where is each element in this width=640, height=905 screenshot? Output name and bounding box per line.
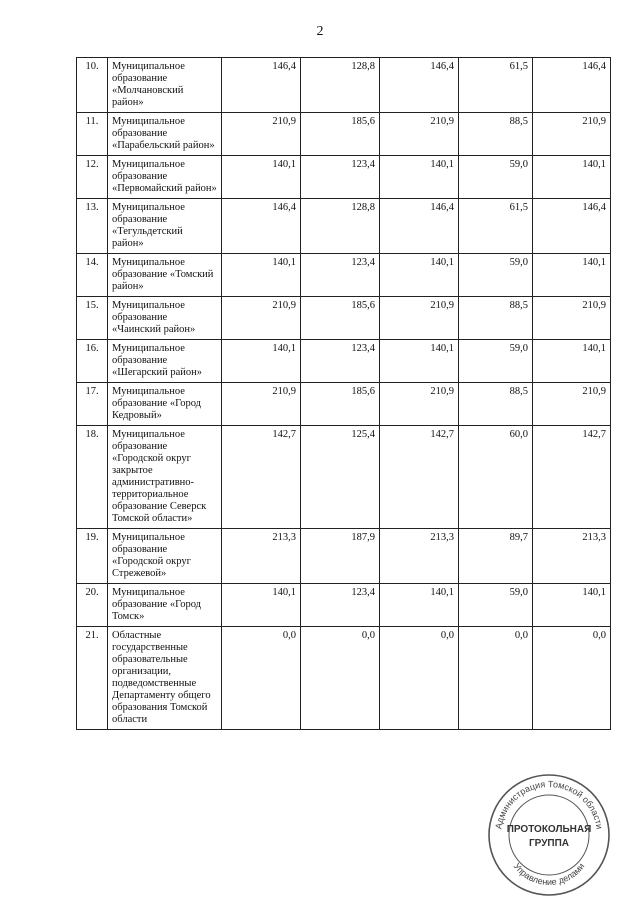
- value-cell: 0,0: [301, 627, 380, 730]
- row-number: 14.: [77, 254, 108, 297]
- value-cell: 89,7: [459, 529, 533, 584]
- municipality-name: Муниципальное образование «Городской округ Стрежевой»: [108, 529, 222, 584]
- table-row: [77, 156, 611, 199]
- value-cell: 210,9: [380, 383, 459, 426]
- municipality-name: Муниципальное образование «Город Кедровый»: [108, 383, 222, 426]
- municipality-name: Муниципальное образование «Город Томск»: [108, 584, 222, 627]
- municipality-name: Муниципальное образование «Молчановский район»: [108, 58, 222, 113]
- row-number: 15.: [77, 297, 108, 340]
- value-cell: 142,7: [380, 426, 459, 529]
- row-number: 17.: [77, 383, 108, 426]
- value-cell: 0,0: [459, 627, 533, 730]
- municipality-name: Муниципальное образование «Парабельский район»: [108, 113, 222, 156]
- table-row: [77, 627, 611, 730]
- value-cell: 140,1: [222, 156, 301, 199]
- value-cell: 140,1: [533, 156, 611, 199]
- row-number: 13.: [77, 199, 108, 254]
- value-cell: 88,5: [459, 297, 533, 340]
- table-row: [77, 340, 611, 383]
- value-cell: 146,4: [533, 199, 611, 254]
- page-number: 2: [316, 24, 324, 39]
- value-cell: 123,4: [301, 156, 380, 199]
- value-cell: 210,9: [533, 383, 611, 426]
- value-cell: 0,0: [380, 627, 459, 730]
- allocation-table: [76, 57, 611, 730]
- table-row: [77, 58, 611, 113]
- value-cell: 59,0: [459, 156, 533, 199]
- value-cell: 140,1: [533, 584, 611, 627]
- value-cell: 187,9: [301, 529, 380, 584]
- municipality-name: Областные государственные образовательные организации, подведомственные Департаменту общего образования Томской области: [108, 627, 222, 730]
- value-cell: 59,0: [459, 584, 533, 627]
- row-number: 21.: [77, 627, 108, 730]
- value-cell: 128,8: [301, 58, 380, 113]
- stamp-center-line2: ГРУППА: [528, 838, 570, 849]
- value-cell: 185,6: [301, 297, 380, 340]
- value-cell: 213,3: [380, 529, 459, 584]
- value-cell: 140,1: [222, 340, 301, 383]
- value-cell: 60,0: [459, 426, 533, 529]
- value-cell: 128,8: [301, 199, 380, 254]
- row-number: 20.: [77, 584, 108, 627]
- value-cell: 0,0: [533, 627, 611, 730]
- row-number: 16.: [77, 340, 108, 383]
- value-cell: 61,5: [459, 199, 533, 254]
- value-cell: 213,3: [533, 529, 611, 584]
- stamp-text-bottom: Управление делами: [511, 861, 587, 888]
- value-cell: 123,4: [301, 340, 380, 383]
- value-cell: 210,9: [533, 297, 611, 340]
- value-cell: 146,4: [380, 199, 459, 254]
- stamp-center-line1: ПРОТОКОЛЬНАЯ: [506, 824, 592, 835]
- table-row: [77, 426, 611, 529]
- value-cell: 142,7: [222, 426, 301, 529]
- value-cell: 185,6: [301, 383, 380, 426]
- municipality-name: Муниципальное образование «Тегульдетский район»: [108, 199, 222, 254]
- table-row: [77, 297, 611, 340]
- value-cell: 140,1: [380, 254, 459, 297]
- municipality-name: Муниципальное образование «Городской округ закрытое административно-территориальное образование Северск Томской области»: [108, 426, 222, 529]
- value-cell: 146,4: [380, 58, 459, 113]
- value-cell: 140,1: [533, 254, 611, 297]
- row-number: 19.: [77, 529, 108, 584]
- value-cell: 210,9: [222, 297, 301, 340]
- value-cell: 140,1: [380, 340, 459, 383]
- value-cell: 210,9: [380, 297, 459, 340]
- value-cell: 0,0: [222, 627, 301, 730]
- value-cell: 88,5: [459, 383, 533, 426]
- value-cell: 142,7: [533, 426, 611, 529]
- stamp-text-top: Администрация Томской области: [493, 778, 605, 830]
- value-cell: 185,6: [301, 113, 380, 156]
- municipality-name: Муниципальное образование «Томский район»: [108, 254, 222, 297]
- value-cell: 61,5: [459, 58, 533, 113]
- value-cell: 140,1: [380, 156, 459, 199]
- value-cell: 210,9: [380, 113, 459, 156]
- table-row: [77, 383, 611, 426]
- value-cell: 123,4: [301, 254, 380, 297]
- official-stamp: [486, 772, 612, 898]
- value-cell: 140,1: [533, 340, 611, 383]
- svg-text:Администрация Томской области: [493, 779, 604, 830]
- value-cell: 210,9: [222, 113, 301, 156]
- table-row: [77, 584, 611, 627]
- row-number: 10.: [77, 58, 108, 113]
- value-cell: 123,4: [301, 584, 380, 627]
- table-row: [77, 199, 611, 254]
- value-cell: 59,0: [459, 340, 533, 383]
- value-cell: 210,9: [222, 383, 301, 426]
- value-cell: 88,5: [459, 113, 533, 156]
- value-cell: 140,1: [380, 584, 459, 627]
- municipality-name: Муниципальное образование «Первомайский район»: [108, 156, 222, 199]
- table-row: [77, 529, 611, 584]
- value-cell: 146,4: [222, 58, 301, 113]
- value-cell: 146,4: [222, 199, 301, 254]
- value-cell: 210,9: [533, 113, 611, 156]
- row-number: 12.: [77, 156, 108, 199]
- municipality-name: Муниципальное образование «Чаинский район»: [108, 297, 222, 340]
- municipality-name: Муниципальное образование «Шегарский район»: [108, 340, 222, 383]
- value-cell: 140,1: [222, 584, 301, 627]
- table-row: [77, 254, 611, 297]
- value-cell: 146,4: [533, 58, 611, 113]
- value-cell: 140,1: [222, 254, 301, 297]
- row-number: 11.: [77, 113, 108, 156]
- row-number: 18.: [77, 426, 108, 529]
- value-cell: 59,0: [459, 254, 533, 297]
- value-cell: 125,4: [301, 426, 380, 529]
- table-row: [77, 113, 611, 156]
- value-cell: 213,3: [222, 529, 301, 584]
